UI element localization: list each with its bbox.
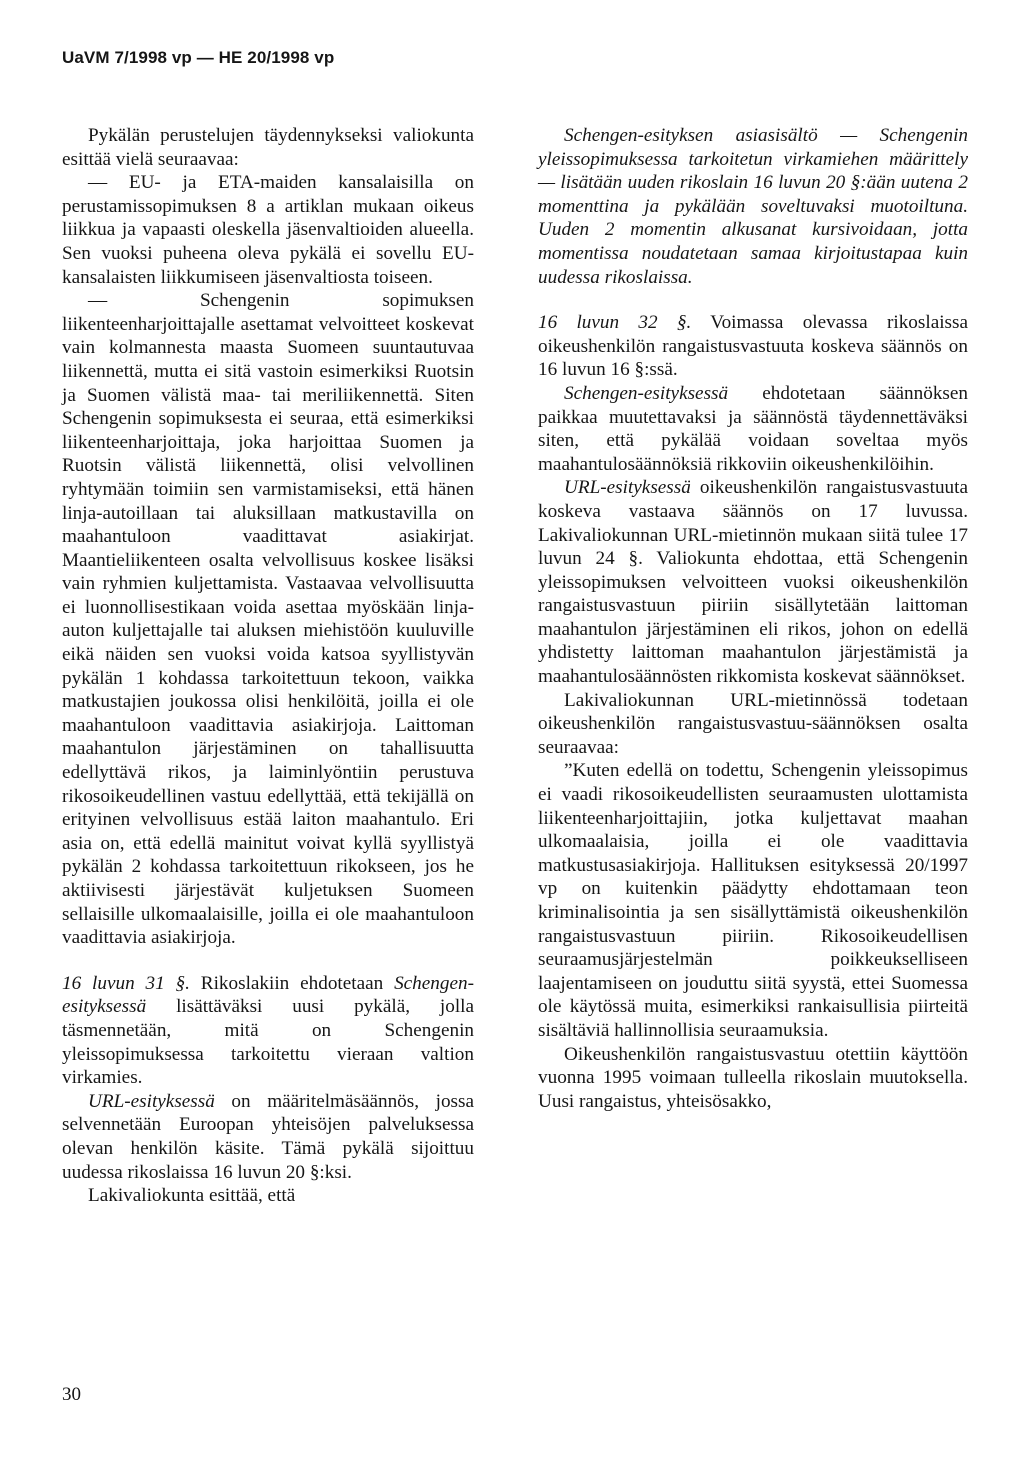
text-run-italic: URL-esityksessä xyxy=(88,1090,215,1112)
paragraph: Lakivaliokunnan URL-mietinnössä todetaan oikeushenkilön rangaistusvastuu-säännöksen osalta seuraavaa: xyxy=(538,689,968,758)
text-run: oikeushenkilön rangaistusvastuuta koskeva vastaava säännös on 17 luvussa. Lakivaliokunnan URL-mietinnön mukaan siitä tulee 17 luvun 24 §. Valiokunta ehdottaa, että Schengenin yleissopimuksen velvoitteen vuoksi oikeushenkilön rangaistusvastuun piiriin sisällytetään laittoman maahantulon järjestäminen eli rikos, johon on edellä yhdistetty laittoman maahantulon järjestämistä ja maahantulosäännösten rikkomista koskevat säännökset. xyxy=(538,477,968,688)
page-number: 30 xyxy=(62,1384,81,1405)
paragraph: Oikeushenkilön rangaistusvastuu otettiin käyttöön vuonna 1995 voimaan tulleella rikoslain muutoksella. Uusi rangaistus, yhteisösakko, xyxy=(538,1043,968,1112)
text-run-italic: Schengen-esityksessä xyxy=(564,382,729,404)
paragraph: Pykälän perustelujen täydennykseksi valiokunta esittää vielä seuraavaa: xyxy=(62,125,474,170)
paragraph: — EU- ja ETA-maiden kansalaisilla on perustamissopimuksen 8 a artiklan mukaan oikeus liikkua ja vapaasti oleskella jäsenvaltioiden alueella. Sen vuoksi puheena oleva pykälä ei sovellu EU-kansalaisten liikkumiseen jäsenvaltiosta toiseen. xyxy=(62,172,474,288)
paragraph-section-16-32 xyxy=(538,311,968,382)
text-run: lisättäväksi uusi pykälä, jolla täsmennetään, mitä on Schengenin yleissopimuksessa tarkoitettu vieraan valtion virkamies. xyxy=(62,996,474,1089)
right-column xyxy=(538,124,968,1113)
paragraph-italic: Schengen-esityksen asiasisältö — Schengenin yleissopimuksessa tarkoitetun virkamiehen määrittely — lisätään uuden rikoslain 16 luvun 20 §:ään uutena 2 momenttina ja pykälään soveltuvaksi muotoiltuna. Uuden 2 momentin alkusanat kursivoidaan, jotta momentissa noudatetaan samaa kirjoitustapaa kuin uudessa rikoslaissa. xyxy=(538,125,968,288)
section-heading: 16 luvun 32 §. xyxy=(538,312,692,334)
paragraph xyxy=(538,476,968,688)
paragraph-section-16-31 xyxy=(62,972,474,1090)
text-run: ehdotetaan säännöksen paikkaa muutettavaksi ja säännöstä täydennettäväksi siten, että pykälää voidaan soveltaa myös maahantulosäännöksiä rikkoviin oikeushenkilöihin. xyxy=(538,382,968,475)
text-run: Voimassa olevassa rikoslaissa oikeushenkilön rangaistusvastuuta koskeva säännös on 16 luvun 16 §:ssä. xyxy=(538,312,968,381)
paragraph: ”Kuten edellä on todettu, Schengenin yleissopimus ei vaadi rikosoikeudellisten seuraamusten ulottamista liikenteenharjoittajiin, jotka kuljettavat maahan ulkomaalaisia, joilla ei ole vaadittavia matkustusasiakirjoja. Hallituksen esityksessä 20/1997 vp on kuitenkin päädytty ehdottamaan teon kriminalisointia ja sen sisällyttämistä oikeushenkilön rangaistusvastuun piiriin. Rikosoikeudellisen seuraamusjärjestelmän poikkeukselliseen laajentamiseen on jouduttu siitä syystä, ettei Suomessa ole käytössä muita, esimerkiksi rankaisullisia piirteitä sisältäviä hallinnollisia seuraamuksia. xyxy=(538,760,968,1041)
text-run-italic: Schengen-esityksessä xyxy=(62,972,474,1018)
paragraph xyxy=(538,382,968,476)
paragraph: Lakivaliokunta esittää, että xyxy=(88,1185,296,1207)
paragraph xyxy=(62,1090,474,1184)
text-run: on määritelmäsäännös, jossa selvennetään Euroopan yhteisöjen palveluksessa olevan henkilön käsite. Tämä pykälä sijoittuu uudessa rikoslaissa 16 luvun 20 §:ksi. xyxy=(62,1090,474,1183)
page-header: UaVM 7/1998 vp — HE 20/1998 vp xyxy=(62,48,335,67)
section-heading: 16 luvun 31 §. xyxy=(62,972,190,994)
text-run: Rikoslakiin ehdotetaan xyxy=(189,972,395,994)
left-column xyxy=(62,124,474,1208)
text-run-italic: URL-esityksessä xyxy=(564,477,691,499)
paragraph: — Schengenin sopimuksen liikenteenharjoittajalle asettamat velvoitteet koskevat vain kolmannesta maasta Suomeen suuntautuvaa liikennettä, mutta ei sitä vastoin esimerkiksi Ruotsin ja Suomen välistä maa- tai meriliikennettä. Siten Schengenin sopimuksesta ei seuraa, että esimerkiksi liikenteenharjoittaja, joka harjoittaa Suomen ja Ruotsin välistä liikennettä, olisi velvollinen ryhtymään toimiin sen varmistamiseksi, että hänen linja-autoillaan tai aluksillaan matkustavilla on maahantuloon vaadittavat asiakirjat. Maantieliikenteen osalta velvollisuus koskee lisäksi vain ryhmien kuljettamista. Vastaavaa velvollisuutta ei luonnollisestikaan voida asettaa myöskään linja-auton kuljettajalle tai aluksen miehistöön kuuluville eikä näiden sen vuoksi voida katsoa syyllistyvän pykälän 1 kohdassa tarkoitettuun tekoon, vaikka matkustajien joukossa olisi henkilöitä, joilla ei ole maahantuloon vaadittavia asiakirjoja. Laittoman maahantulon järjestäminen on tahallisuutta edellyttävä rikos, ja laiminlyöntiin perustuva rikosoikeudellinen vastuu edellyttää, että tekijällä on erityinen velvollisuus estää laiton maahantulo. Eri asia on, että edellä mainitut voivat kyllä syyllistyä pykälän 2 kohdassa tarkoitettuun rikokseen, jos he aktiivisesti järjestävät kuljetuksen Suomeen sellaisille ulkomaalaisille, joilla ei ole maahantuloon vaadittavia asiakirjoja. xyxy=(62,290,474,949)
